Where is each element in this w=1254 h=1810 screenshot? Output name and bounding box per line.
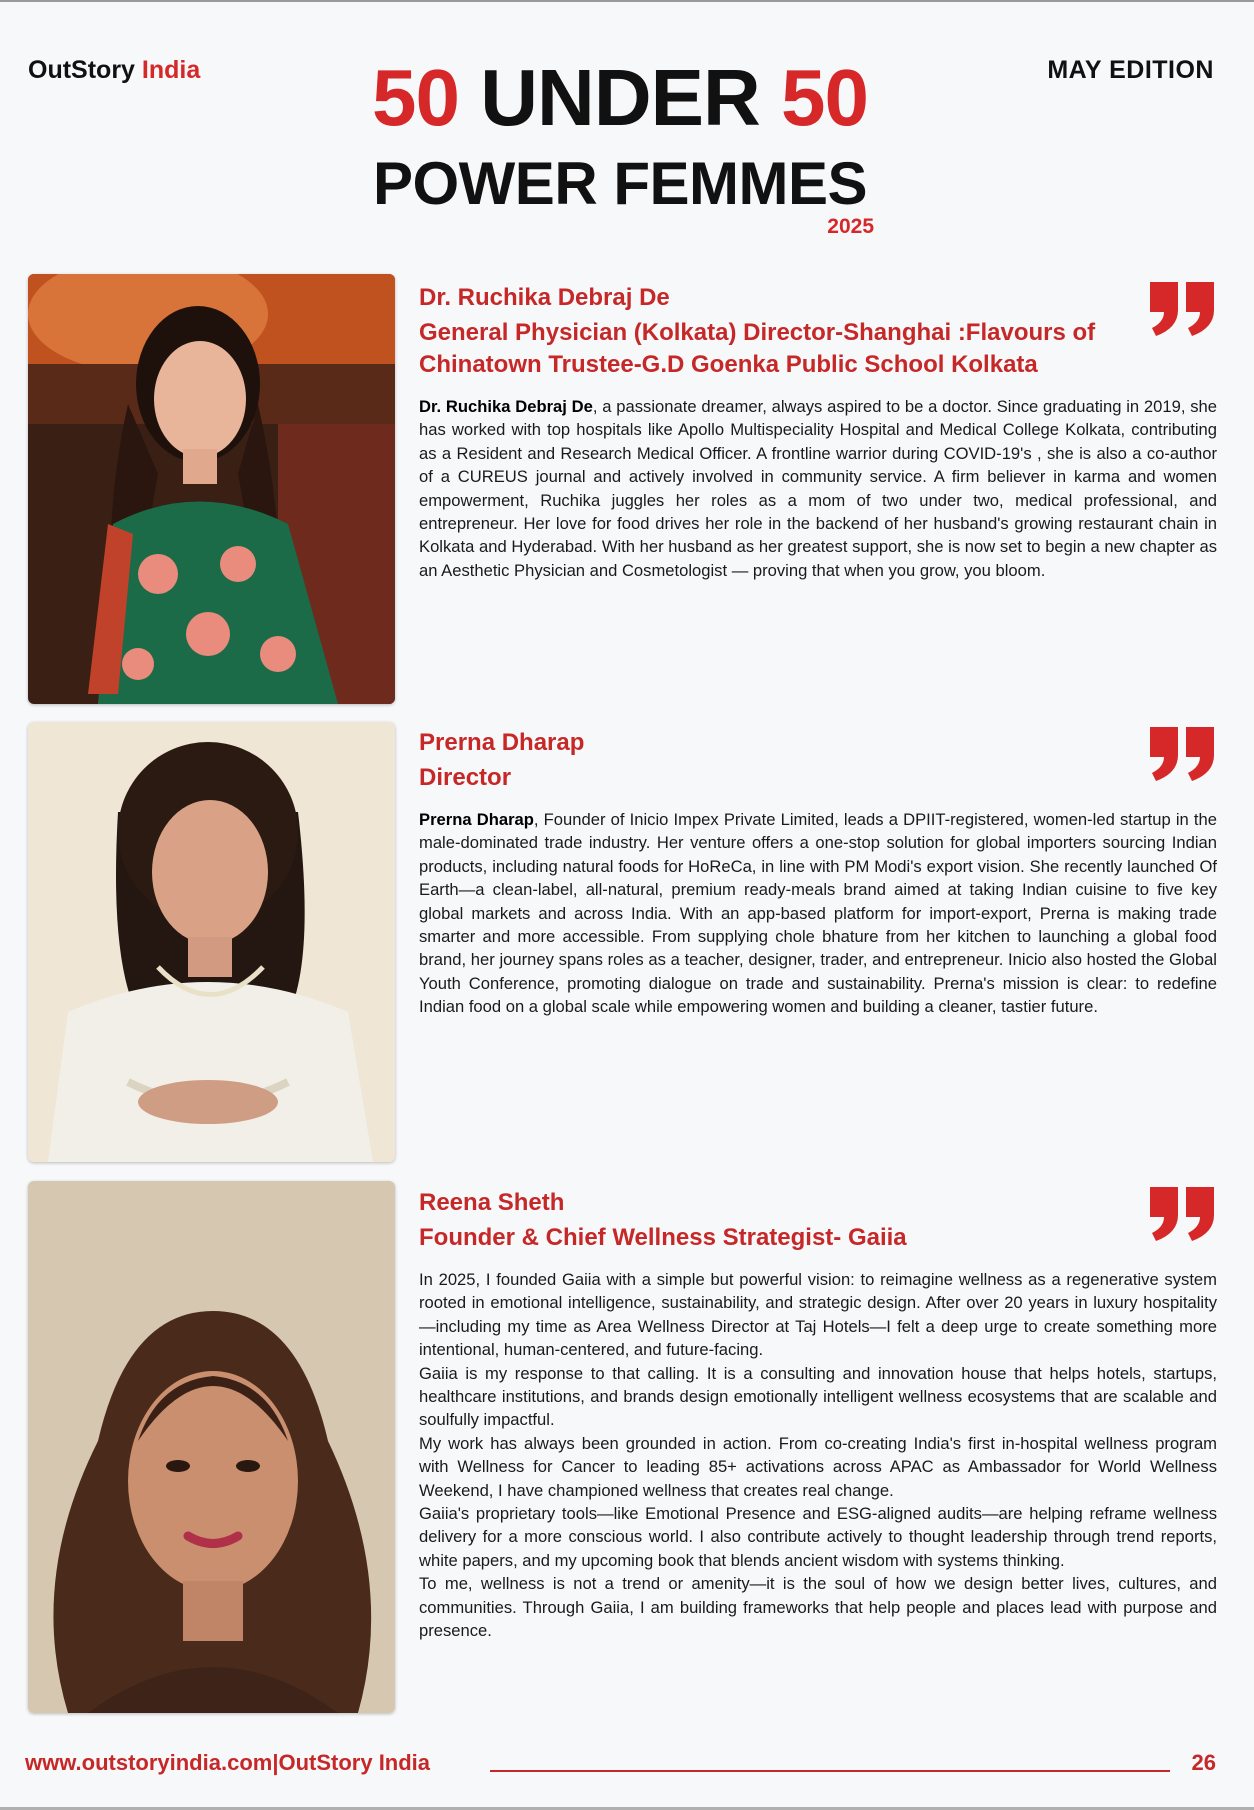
profile-bio	[419, 1268, 1217, 1643]
bio-lead-name: Prerna Dharap	[419, 810, 534, 829]
page-number: 26	[1191, 1750, 1216, 1775]
bio-text: , Founder of Inicio Impex Private Limited, leads a DPIIT-registered, women-led startup in the male-dominated trade industry. Her venture offers a one-stop solution for global importers sourcing Indian products, including natural foods for HoReCa, in line with PM Modi's export vision. She recently launched Of Earth—a clean-label, all-natural, premium ready-meals brand aimed at taking Indian cuisine to five key global markets and across India. With an app-based platform for import-export, Prerna is making trade smarter and more accessible. From supplying chole bhature from her kitchen to launching a global food brand, her journey spans roles as a teacher, designer, trader, and entrepreneur. Inicio also hosted the Global Youth Conference, promoting dialogue on trade and sustainability. Prerna's mission is clear: to redefine Indian food on a global scale while empowering women and building a cleaner, tastier future.	[419, 810, 1217, 1017]
bio-lead-name: Dr. Ruchika Debraj De	[419, 397, 593, 416]
portrait-photo-2	[28, 722, 395, 1162]
top-edge	[0, 0, 1254, 2]
bio-text: , a passionate dreamer, always aspired to be a doctor. Since graduating in 2019, she has worked with top hospitals like Apollo Multispeciality Hospital and Medical College Kolkata, contributing as a Resident and Research Medical Officer. A frontline warrior during COVID-19's , she is also a co-author of a CUREUS journal and actively involved in community service. A firm believer in karma and women empowerment, Ruchika juggles her roles as a mom of two under two, medical professional, and entrepreneur. Her love for food drives her role in the backend of her husband's growing restaurant chain in Kolkata and Hyderabad. With her husband as her greatest support, she is now set to begin a new chapter as an Aesthetic Physician and Cosmetologist — proving that when you grow, you bloom.	[419, 397, 1217, 580]
quote-icon	[1148, 1185, 1216, 1241]
title-number-right: 50	[780, 53, 868, 142]
footer-divider	[490, 1770, 1170, 1772]
brand-name: OutStory	[28, 56, 135, 84]
bio-paragraph: Gaiia's proprietary tools—like Emotional Presence and ESG-aligned audits—are helping reframe wellness delivery for a more conscious world. I also contribute actively to thought leadership through trend reports, white papers, and my upcoming book that blends ancient wisdom with systems thinking.	[419, 1504, 1217, 1570]
profile-title: Founder & Chief Wellness Strategist- Gaiia	[419, 1224, 907, 1251]
profile-bio	[419, 808, 1217, 1019]
edition-label: MAY EDITION	[1047, 56, 1214, 84]
bio-paragraph: In 2025, I founded Gaiia with a simple but powerful vision: to reimagine wellness as a regenerative system rooted in emotional intelligence, sustainability, and strategic design. After over 20 years in luxury hospitality—including my time as Area Wellness Director at Taj Hotels—I felt a deep urge to create something more intentional, human-centered, and future-facing.	[419, 1270, 1217, 1360]
portrait-photo-3	[28, 1181, 395, 1713]
profile-name: Reena Sheth	[419, 1189, 565, 1216]
profile-3	[419, 1186, 1217, 1643]
portrait-photo-1	[28, 274, 395, 704]
title-number-left: 50	[372, 53, 460, 142]
profile-title: General Physician (Kolkata) Director-Shanghai :Flavours of Chinatown Trustee-G.D Goenka Public School Kolkata	[419, 319, 1096, 378]
page-title	[360, 52, 880, 238]
profile-1	[419, 281, 1217, 582]
profile-name: Prerna Dharap	[419, 729, 585, 756]
bio-paragraph: Gaiia is my response to that calling. It is a consulting and innovation house that helps hotels, startups, healthcare institutions, and brands design emotionally intelligent wellness ecosystems that are scalable and soulfully impactful.	[419, 1363, 1217, 1430]
title-line-1	[360, 52, 880, 144]
brand-accent: India	[141, 56, 201, 84]
title-year: 2025	[827, 215, 874, 238]
title-line-2: POWER FEMMES	[372, 150, 867, 217]
bio-paragraph: To me, wellness is not a trend or amenity—it is the soul of how we design better lives, cultures, and communities. Through Gaiia, I am building frameworks that help people and places lead with purpose and presence.	[419, 1574, 1217, 1641]
brand-logo	[28, 56, 200, 85]
quote-icon	[1148, 725, 1216, 781]
profile-name: Dr. Ruchika Debraj De	[419, 284, 670, 311]
quote-icon	[1148, 280, 1216, 336]
title-under: UNDER	[480, 53, 760, 142]
footer-website-link[interactable]: www.outstoryindia.com|OutStory India	[25, 1750, 431, 1775]
profile-bio	[419, 395, 1217, 582]
profile-2	[419, 726, 1217, 1019]
profile-title: Director	[419, 764, 512, 791]
bio-paragraph: My work has always been grounded in action. From co-creating India's first in-hospital wellness program with Wellness for Cancer to leading 85+ activations across APAC as Ambassador for World Wellness Weekend, I have championed wellness that creates real change.	[419, 1433, 1217, 1500]
